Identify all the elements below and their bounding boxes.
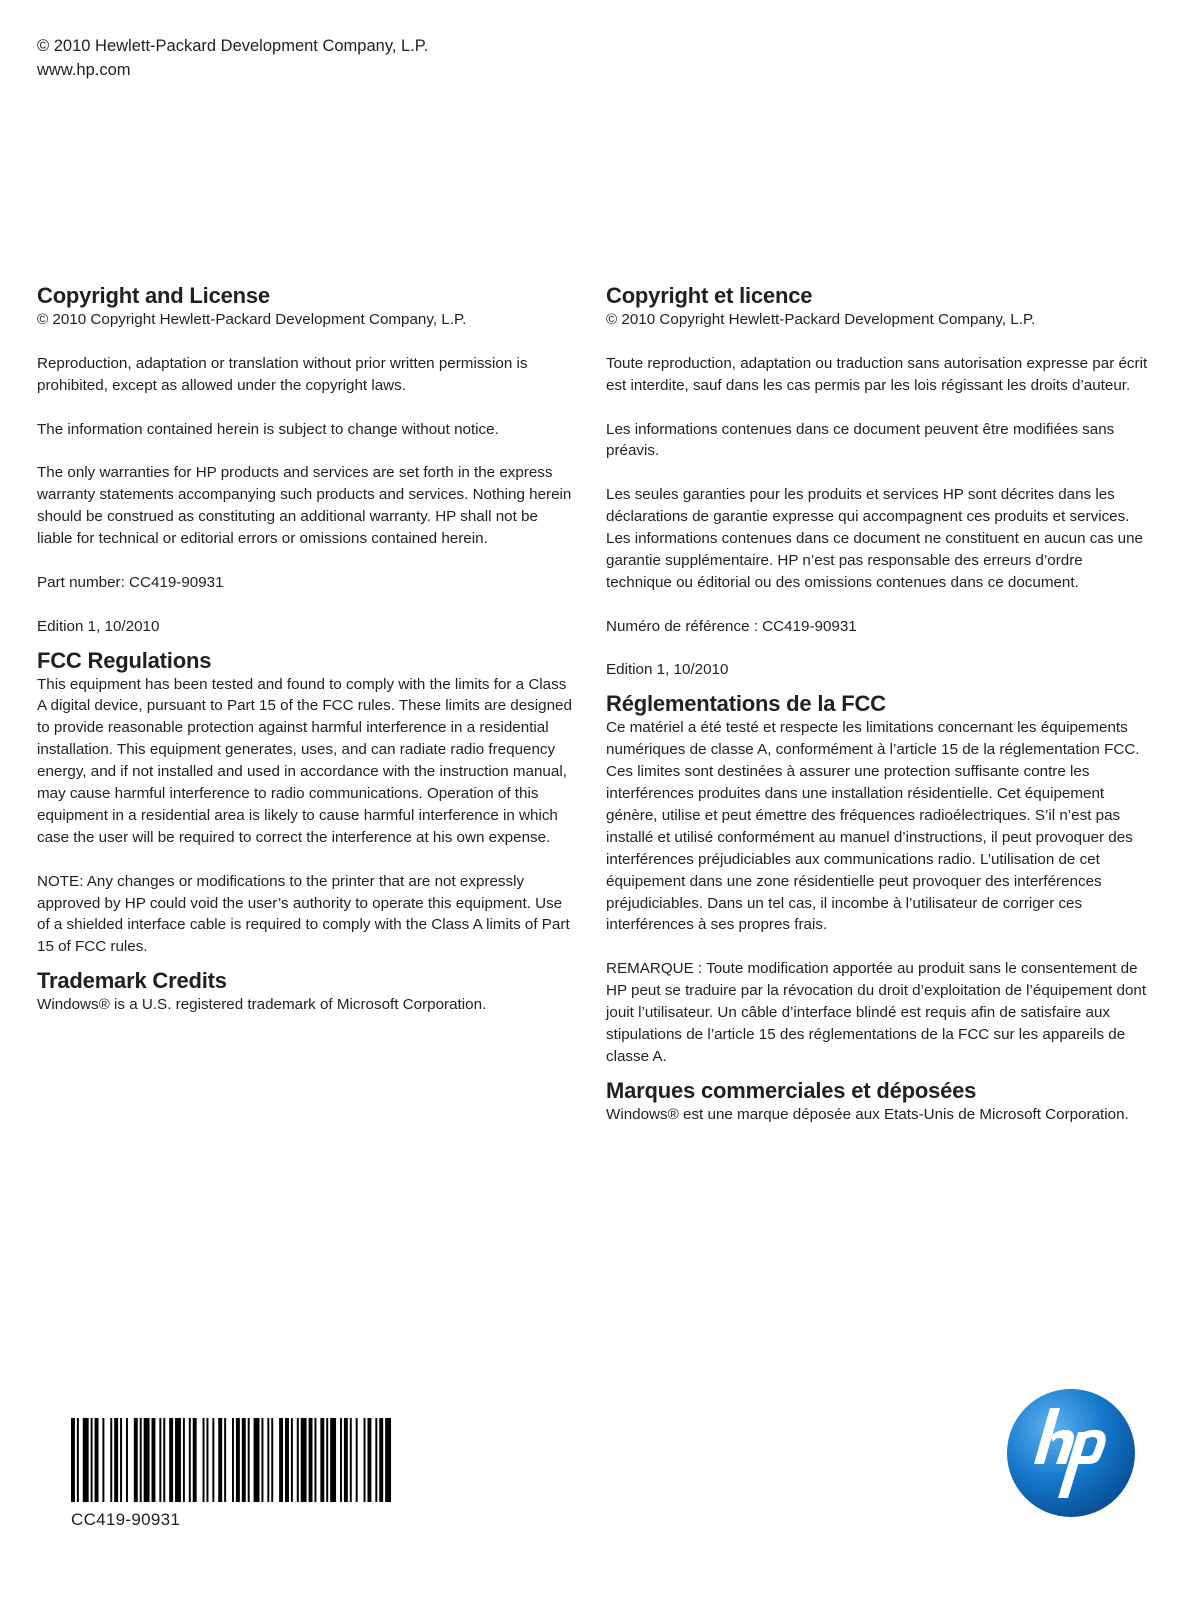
header-website: www.hp.com — [37, 61, 131, 79]
barcode-bar — [285, 1418, 289, 1502]
hp-logo — [1006, 1388, 1136, 1518]
trademark-section — [37, 968, 577, 1016]
header-copyright: © 2010 Hewlett-Packard Development Company, L.P. — [37, 37, 429, 55]
barcode-bar — [152, 1418, 156, 1502]
barcode-bar — [242, 1418, 246, 1502]
paragraph: Reproduction, adaptation or translation without prior written permission is prohibited, except as allowed under the copyright laws. — [37, 354, 528, 394]
barcode-bar — [330, 1418, 336, 1502]
fcc-section — [37, 648, 577, 959]
barcode-bar — [320, 1418, 324, 1502]
barcode-bar — [212, 1418, 214, 1502]
barcode-bar — [218, 1418, 222, 1502]
barcode-bar — [314, 1418, 316, 1502]
barcode-bar — [379, 1418, 383, 1502]
barcode-bar — [163, 1418, 165, 1502]
barcode-bar — [279, 1418, 283, 1502]
barcode-bar — [120, 1418, 122, 1502]
copyright-section — [37, 283, 577, 638]
barcode-bar — [91, 1418, 93, 1502]
barcode-bar — [326, 1418, 328, 1502]
copyright-notice: © 2010 Copyright Hewlett-Packard Development Company, L.P. — [37, 311, 467, 328]
edition: Edition 1, 10/2010 — [606, 661, 729, 679]
edition: Edition 1, 10/2010 — [37, 617, 160, 635]
barcode-bar — [261, 1418, 263, 1502]
paragraph: This equipment has been tested and found to comply with the limits for a Class A digital device, pursuant to Part 15 of the FCC rules. These limits are designed to provide reasonable protection against harmful interference in a residential installation. This equipment generates, uses, and can radiate radio frequency energy, and if not installed and used in accordance with the instruction manual, may cause harmful interference to radio communications. Operation of this equipment in a residential area is likely to cause harmful interference in which case the user will be required to correct the interference at his own expense. — [37, 675, 572, 846]
barcode-bar — [83, 1418, 89, 1502]
french-column — [606, 283, 1151, 1148]
barcode-block — [71, 1418, 393, 1530]
barcode-bar — [114, 1418, 118, 1502]
section-title: Copyright and License — [37, 283, 270, 308]
section-title: Marques commerciales et déposées — [606, 1077, 977, 1103]
barcode-bar — [134, 1418, 138, 1502]
paragraph: Windows® est une marque déposée aux Etats-Unis de Microsoft Corporation. — [606, 1105, 1129, 1123]
barcode-bar — [110, 1418, 112, 1502]
paragraph: Les seules garanties pour les produits et services HP sont décrites dans les déclarations de garantie expresse qui accompagnent ces produits et services. Les informations contenues dans ce document ne constituent en aucun cas une garantie supplémentaire. HP n’est pas responsable des erreurs d’ordre technique ou éditorial ou des omissions contenues dans ce document. — [606, 486, 1143, 591]
document-header — [37, 34, 428, 82]
barcode-bar — [301, 1418, 307, 1502]
section-title: Trademark Credits — [37, 968, 227, 994]
barcode-bar — [291, 1418, 293, 1502]
paragraph: Windows® is a U.S. registered trademark of Microsoft Corporation. — [37, 996, 487, 1014]
barcode-bar — [297, 1418, 299, 1502]
barcode-bar — [344, 1418, 348, 1502]
paragraph: Toute reproduction, adaptation ou traduction sans autorisation expresse par écrit est interdite, sauf dans les cas permis par les lois régissant les droits d’auteur. — [606, 354, 1148, 394]
logo-circle — [1007, 1389, 1135, 1517]
barcode-bar — [375, 1418, 377, 1502]
part-number: Numéro de référence : CC419-90931 — [606, 617, 857, 635]
paragraph: REMARQUE : Toute modification apportée au produit sans le consentement de HP peut se traduire par la révocation du droit d’exploitation de l’équipement dont jouit l’utilisateur. Un câble d’interface blindé est requis afin de satisfaire aux stipulations de l’article 15 des réglementations de la FCC sur les appareils de classe A. — [606, 960, 1147, 1065]
paragraph: Ce matériel a été testé et respecte les limitations concernant les équipements numériques de classe A, conformément à l’article 15 de la réglementation FCC. Ces limites sont destinées à assurer une protection suffisante contre les interférences produites dans une installation résidentielle. Cet équipement génère, utilise et peut émettre des fréquences radioélectriques. S’il n’est pas installé et utilisé conformément au manuel d’instructions, il peut provoquer des interférences préjudiciables aux communications radio. L’utilisation de cet équipement dans une zone résidentielle peut provoquer des interférences préjudiciables. Dans un tel cas, il incombe à l’utilisateur de corriger ces interférences à ses propres frais. — [606, 719, 1140, 934]
section-title: Réglementations de la FCC — [606, 691, 886, 717]
trademark-section — [606, 1078, 1151, 1126]
barcode-bar — [248, 1418, 250, 1502]
barcode-bar — [175, 1418, 181, 1502]
barcode-bar — [193, 1418, 197, 1502]
barcode-bar — [183, 1418, 185, 1502]
barcode-bar — [206, 1418, 208, 1502]
barcode-bar — [309, 1418, 313, 1502]
barcode-bar — [385, 1418, 391, 1502]
barcode-bar — [232, 1418, 234, 1502]
barcode-bar — [71, 1418, 75, 1502]
barcode-bar — [159, 1418, 161, 1502]
barcode-bar — [189, 1418, 191, 1502]
fcc-section — [606, 691, 1151, 1067]
barcode-bar — [340, 1418, 342, 1502]
barcode-bar — [169, 1418, 173, 1502]
barcode-bar — [77, 1418, 79, 1502]
barcode-bar — [267, 1418, 269, 1502]
paragraph: The information contained herein is subject to change without notice. — [37, 420, 499, 438]
barcode-bar — [144, 1418, 150, 1502]
barcode-label: CC419-90931 — [71, 1510, 181, 1529]
paragraph: NOTE: Any changes or modifications to the printer that are not expressly approved by HP could void the user’s authority to operate this equipment. Use of a shielded interface cable is required to comply with the Class A limits of Part 15 of FCC rules. — [37, 872, 570, 956]
barcode-image — [71, 1418, 393, 1502]
barcode-bar — [224, 1418, 226, 1502]
barcode-bar — [102, 1418, 104, 1502]
paragraph: The only warranties for HP products and services are set forth in the express warranty statements accompanying such products and services. Nothing herein should be construed as constituting an additional warranty. HP shall not be liable for technical or editorial errors or omissions contained herein. — [37, 464, 572, 548]
barcode-bar — [367, 1418, 371, 1502]
copyright-notice: © 2010 Copyright Hewlett-Packard Development Company, L.P. — [606, 311, 1036, 328]
barcode-bar — [364, 1418, 366, 1502]
barcode-bar — [271, 1418, 273, 1502]
barcode-bar — [236, 1418, 240, 1502]
section-title: FCC Regulations — [37, 647, 212, 673]
english-column — [37, 283, 577, 1038]
section-title: Copyright et licence — [606, 283, 813, 308]
barcode-bar — [95, 1418, 99, 1502]
part-number: Part number: CC419-90931 — [37, 573, 224, 591]
barcode-bar — [140, 1418, 142, 1502]
barcode-bar — [126, 1418, 128, 1502]
barcode-bar — [203, 1418, 205, 1502]
barcode-bar — [356, 1418, 358, 1502]
barcode-bar — [254, 1418, 260, 1502]
copyright-section — [606, 283, 1151, 681]
barcode-bar — [350, 1418, 352, 1502]
paragraph: Les informations contenues dans ce document peuvent être modifiées sans préavis. — [606, 420, 1115, 460]
